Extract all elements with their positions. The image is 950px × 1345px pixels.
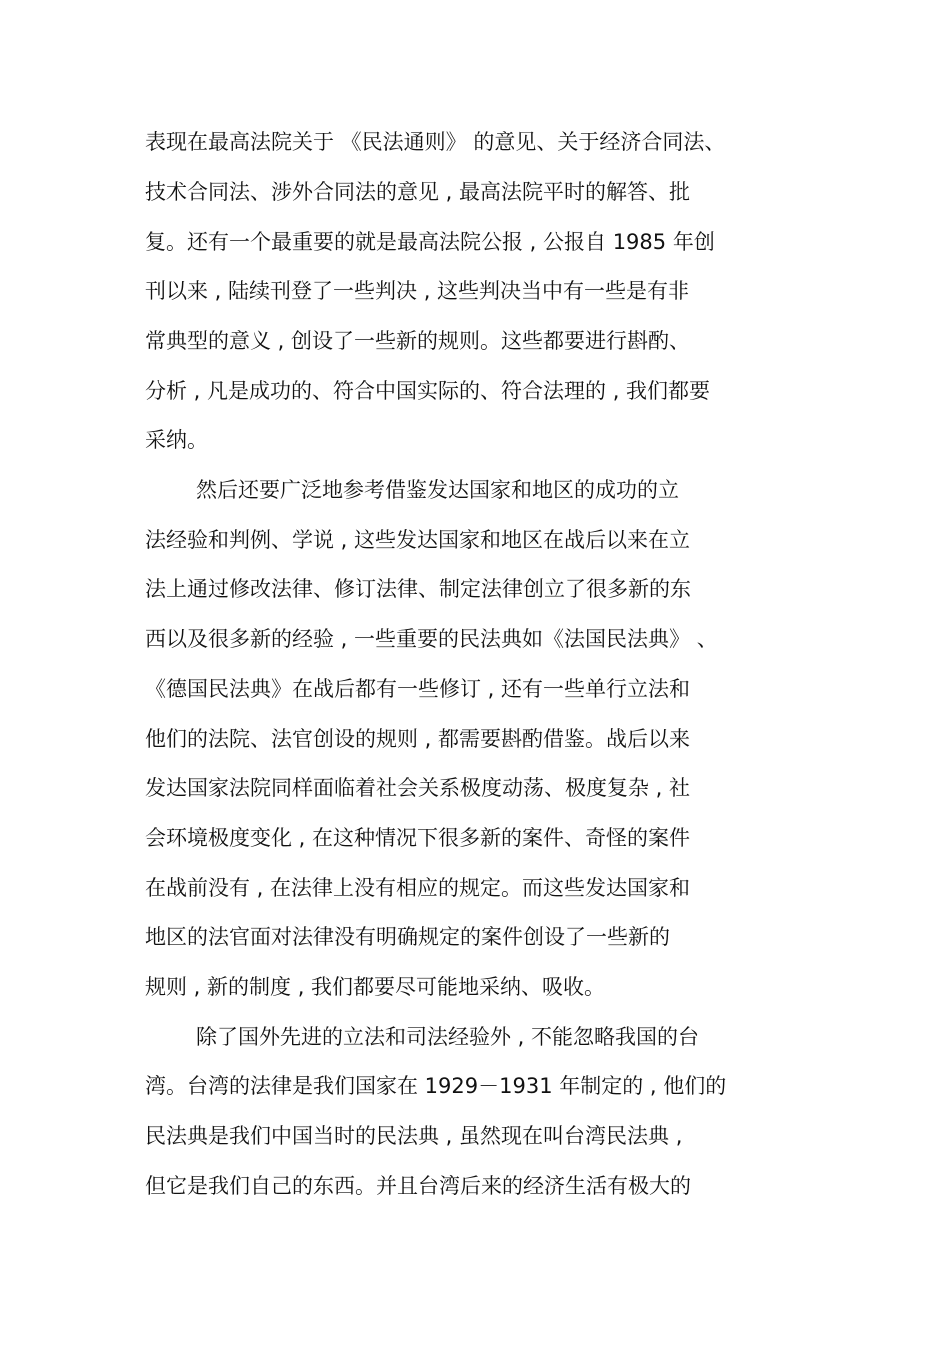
text-line: 但它是我们自己的东西。并且台湾后来的经济生活有极大的 [145,1174,691,1198]
text-line: 除了国外先进的立法和司法经验外 , 不能忽略我国的台 [196,1025,700,1049]
text-line: 采纳。 [145,428,208,452]
text-line: 刊以来 , 陆续刊登了一些判决 , 这些判决当中有一些是有非 [145,279,690,303]
text-line: 常典型的意义 , 创设了一些新的规则。这些都要进行斟酌、 [145,329,691,353]
text-line: 在战前没有 , 在法律上没有相应的规定。而这些发达国家和 [145,876,691,900]
text-line: 规则 , 新的制度 , 我们都要尽可能地采纳、吸收。 [145,975,606,999]
text-line: 法经验和判例、学说 , 这些发达国家和地区在战后以来在立 [145,528,691,552]
text-line: 地区的法官面对法律没有明确规定的案件创设了一些新的 [145,925,670,949]
text-line: 然后还要广泛地参考借鉴发达国家和地区的成功的立 [196,478,679,502]
text-line: 会环境极度变化 , 在这种情况下很多新的案件、奇怪的案件 [145,826,691,850]
text-line: 复。还有一个最重要的就是最高法院公报 , 公报自 1985 年创 [145,230,715,254]
text-line: 法上通过修改法律、修订法律、制定法律创立了很多新的东 [145,577,691,601]
text-line: 表现在最高法院关于 《民法通则》 的意见、关于经济合同法、 [145,130,726,154]
text-line: 《德国民法典》在战后都有一些修订 , 还有一些单行立法和 [145,677,691,701]
text-line: 民法典是我们中国当时的民法典 , 虽然现在叫台湾民法典 , [145,1124,683,1148]
text-line: 西以及很多新的经验 , 一些重要的民法典如《法国民法典》 、 [145,627,718,651]
text-line: 发达国家法院同样面临着社会关系极度动荡、极度复杂 , 社 [145,776,691,800]
text-line: 他们的法院、法官创设的规则 , 都需要斟酌借鉴。战后以来 [145,727,691,751]
text-line: 湾。台湾的法律是我们国家在 1929－1931 年制定的 , 他们的 [145,1074,727,1098]
text-line: 技术合同法、涉外合同法的意见 , 最高法院平时的解答、批 [145,180,691,204]
text-line: 分析 , 凡是成功的、符合中国实际的、符合法理的 , 我们都要 [145,379,711,403]
